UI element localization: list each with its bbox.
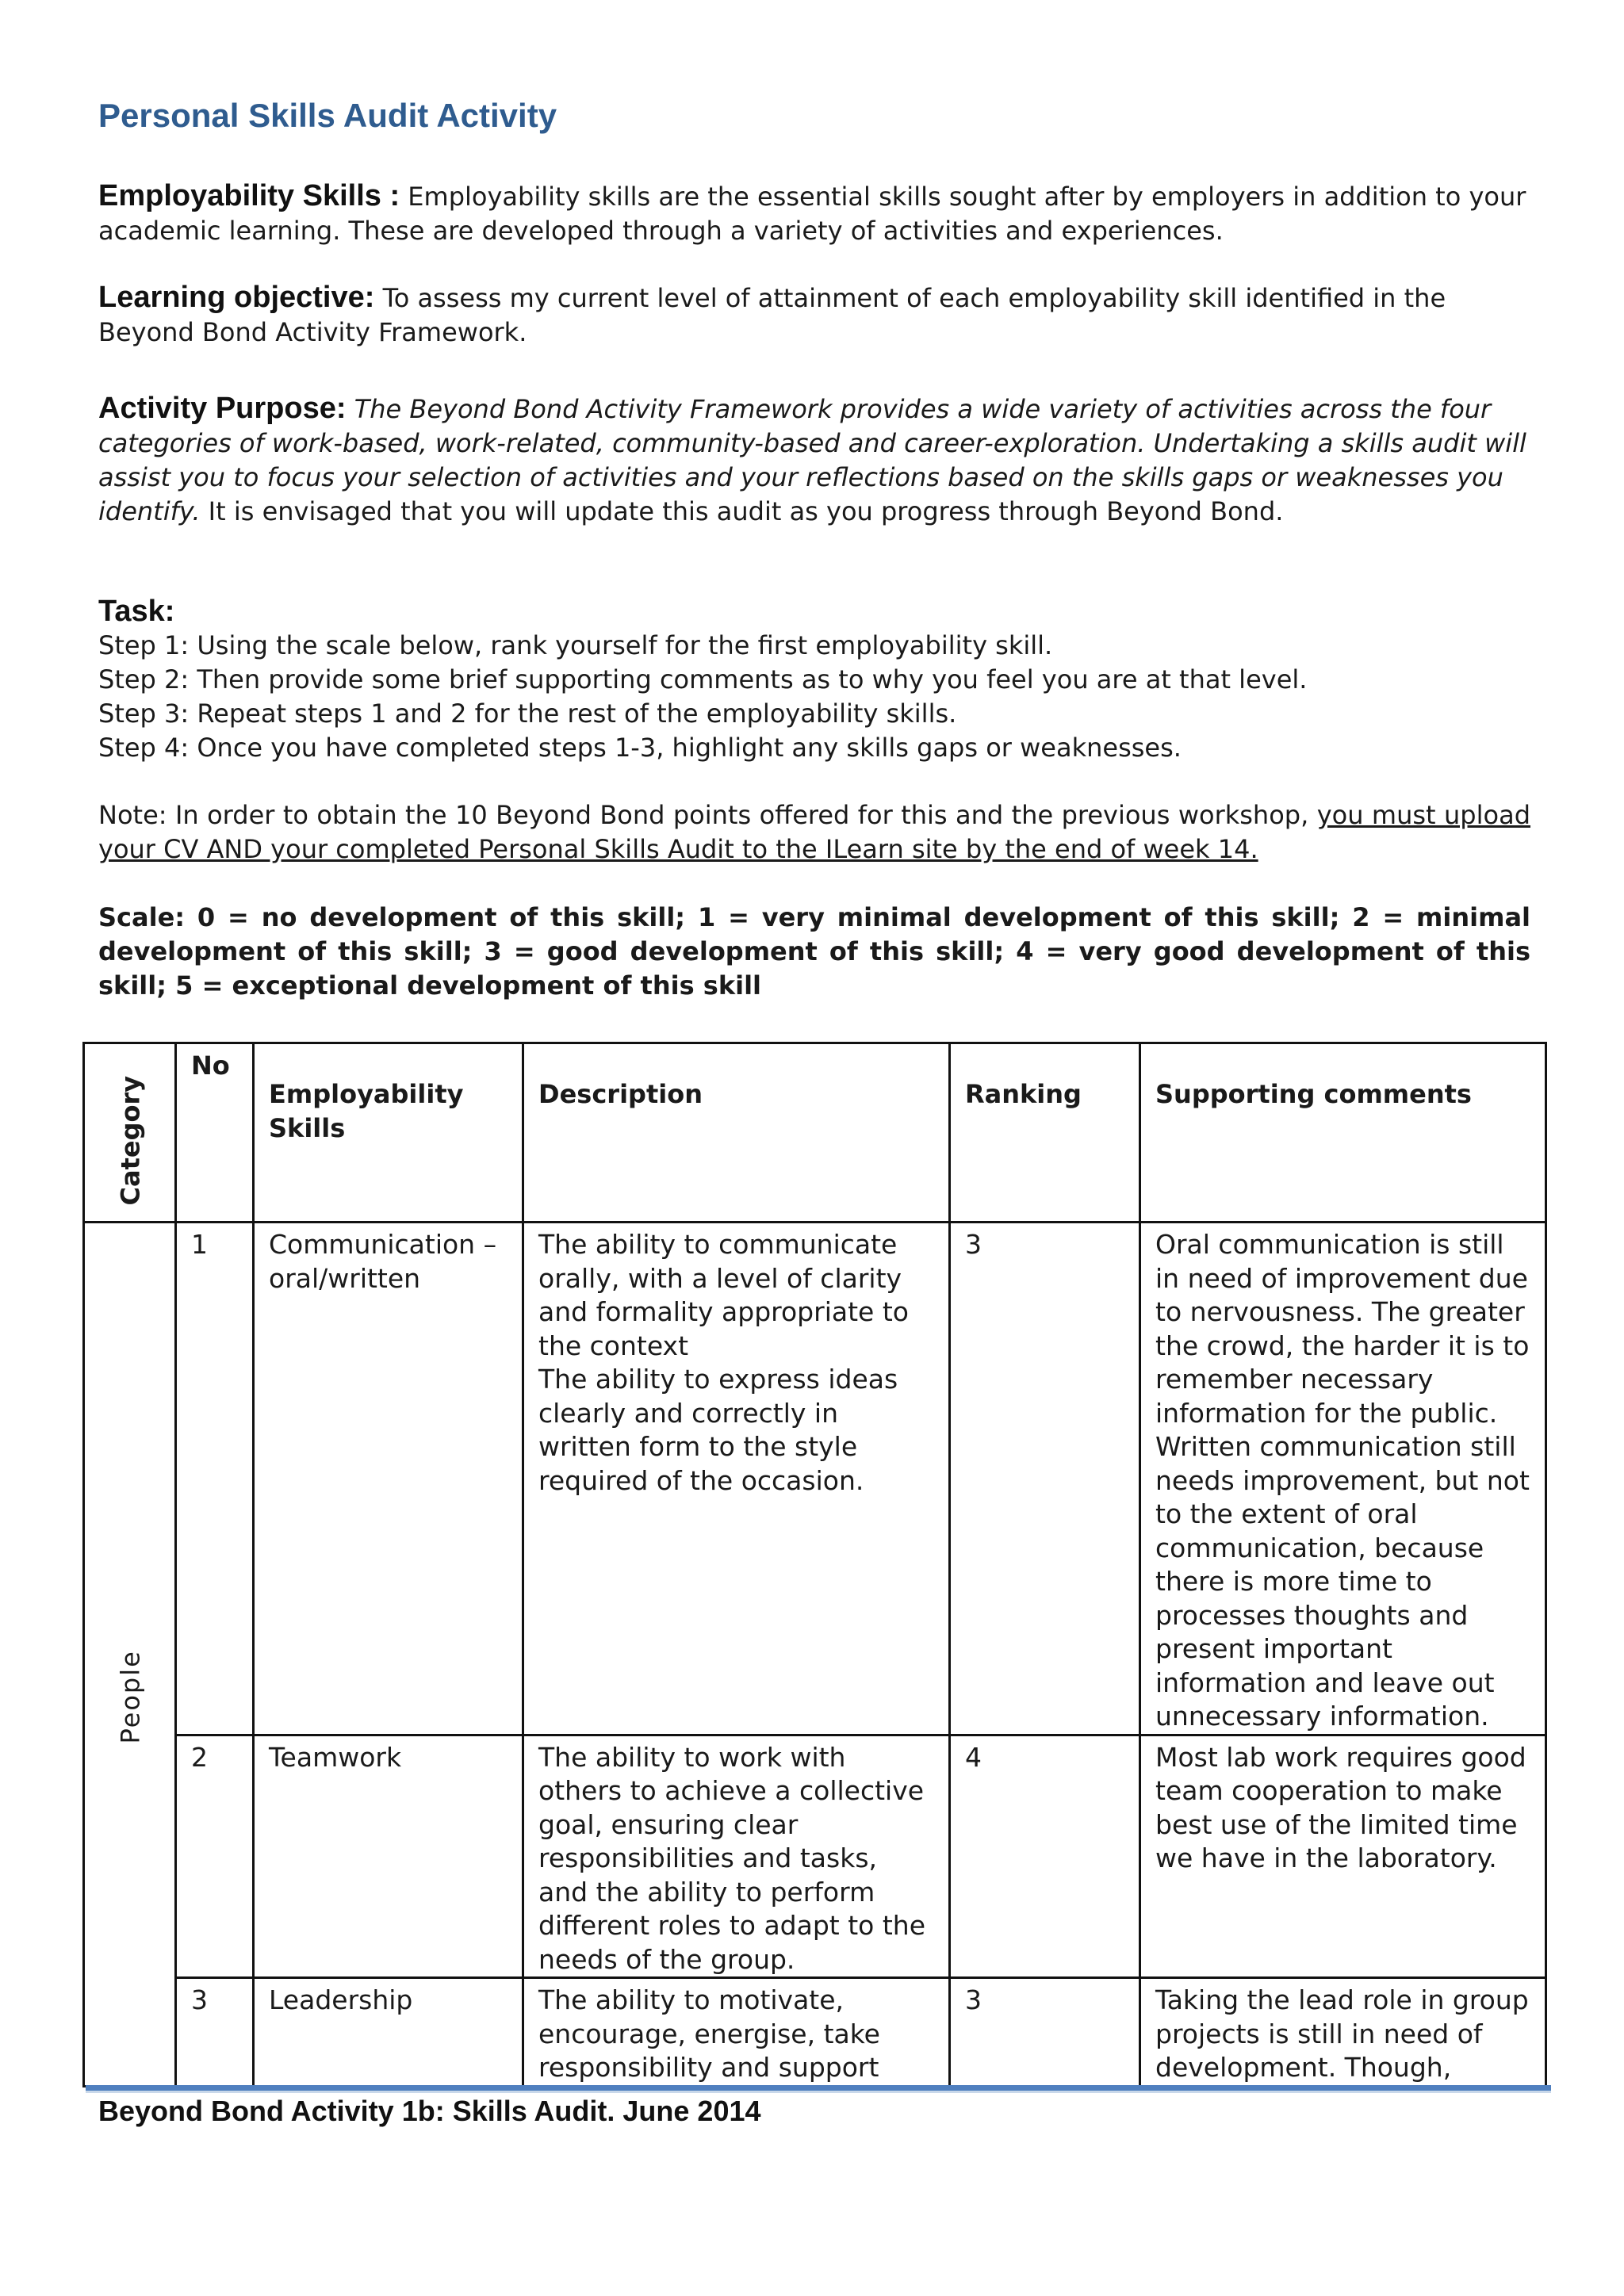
task-step: Step 1: Using the scale below, rank yourself for the first employability skill. xyxy=(98,630,1053,660)
row-no: 1 xyxy=(176,1223,254,1735)
row-skill: Leadership xyxy=(254,1978,523,2087)
header-skills: Employability Skills xyxy=(254,1043,523,1223)
row-ranking: 3 xyxy=(950,1223,1140,1735)
note-underlined-text: you must upload your CV AND your completed Personal Skills Audit to the ILearn site by the end of week 14. xyxy=(98,800,1531,864)
task-section xyxy=(98,595,1530,765)
table-row xyxy=(84,1978,1546,2087)
row-comments: Taking the lead role in group projects is still in need of development. Though, xyxy=(1140,1978,1546,2087)
employability-label: Employability Skills : xyxy=(98,179,400,212)
header-comments: Supporting comments xyxy=(1140,1043,1546,1223)
header-category xyxy=(84,1043,176,1223)
task-step: Step 2: Then provide some brief supporting comments as to why you feel you are at that level. xyxy=(98,664,1308,695)
table-header-row xyxy=(84,1043,1546,1223)
page-footer: Beyond Bond Activity 1b: Skills Audit. June 2014 xyxy=(98,2095,761,2127)
row-description: The ability to motivate, encourage, energise, take responsibility and support xyxy=(523,1978,950,2087)
row-skill: Teamwork xyxy=(254,1735,523,1978)
header-no: No xyxy=(176,1043,254,1223)
purpose-text: It is envisaged that you will update this audit as you progress through Beyond Bond. xyxy=(200,496,1284,526)
task-step: Step 3: Repeat steps 1 and 2 for the rest of the employability skills. xyxy=(98,698,957,729)
footer-divider xyxy=(86,2085,1551,2091)
employability-paragraph xyxy=(98,179,1530,248)
purpose-italic-text: The Beyond Bond Activity Framework provides a wide variety of activities across the four categories of work-based, work-related, community-based and career-exploration. Undertaking a skills audit will assist you to focus your selection of activities and your reflections based on the skills gaps or weaknesses you identify. xyxy=(98,394,1526,526)
purpose-paragraph xyxy=(98,392,1530,529)
row-comments: Most lab work requires good team cooperation to make best use of the limited time we have in the laboratory. xyxy=(1140,1735,1546,1978)
task-step: Step 4: Once you have completed steps 1-3, highlight any skills gaps or weaknesses. xyxy=(98,733,1182,763)
objective-label: Learning objective: xyxy=(98,281,375,314)
table-row xyxy=(84,1223,1546,1735)
employability-text: Employability skills are the essential skills sought after by employers in addition to your academic learning. These are developed through a variety of activities and experiences. xyxy=(98,182,1526,246)
scale-paragraph: Scale: 0 = no development of this skill; 1 = very minimal development of this skill; 2 = minimal development of this skill; 3 = good development of this skill; 4 = very good development of this skill; 5 = exceptional development of this skill xyxy=(98,902,1530,1001)
row-ranking: 4 xyxy=(950,1735,1140,1978)
task-label: Task: xyxy=(98,595,175,628)
row-description: The ability to communicate orally, with a level of clarity and formality appropriate to the context The ability to express ideas clearly and correctly in written form to the style required of the occasion. xyxy=(523,1223,950,1735)
row-ranking: 3 xyxy=(950,1978,1140,2087)
category-cell xyxy=(84,1223,176,2087)
objective-paragraph xyxy=(98,281,1530,350)
category-people-label: People xyxy=(115,1650,145,1744)
header-category-label: Category xyxy=(115,1075,145,1205)
skills-audit-table xyxy=(82,1042,1547,2087)
page-title: Personal Skills Audit Activity xyxy=(98,97,557,134)
note-paragraph xyxy=(98,798,1530,867)
purpose-label: Activity Purpose: xyxy=(98,392,347,425)
note-text: Note: In order to obtain the 10 Beyond Bond points offered for this and the previous workshop, xyxy=(98,800,1317,830)
row-no: 2 xyxy=(176,1735,254,1978)
table-row xyxy=(84,1735,1546,1978)
header-description: Description xyxy=(523,1043,950,1223)
objective-text: To assess my current level of attainment of each employability skill identified in the Beyond Bond Activity Framework. xyxy=(98,283,1446,347)
header-ranking: Ranking xyxy=(950,1043,1140,1223)
row-comments: Oral communication is still in need of improvement due to nervousness. The greater the crowd, the harder it is to remember necessary information for the public. Written communication still needs improvement, but not to the extent of oral communication, because there is more time to processes thoughts and present important information and leave out unnecessary information. xyxy=(1140,1223,1546,1735)
row-description: The ability to work with others to achieve a collective goal, ensuring clear responsibilities and tasks, and the ability to perform different roles to adapt to the needs of the group. xyxy=(523,1735,950,1978)
row-no: 3 xyxy=(176,1978,254,2087)
row-skill: Communication – oral/written xyxy=(254,1223,523,1735)
